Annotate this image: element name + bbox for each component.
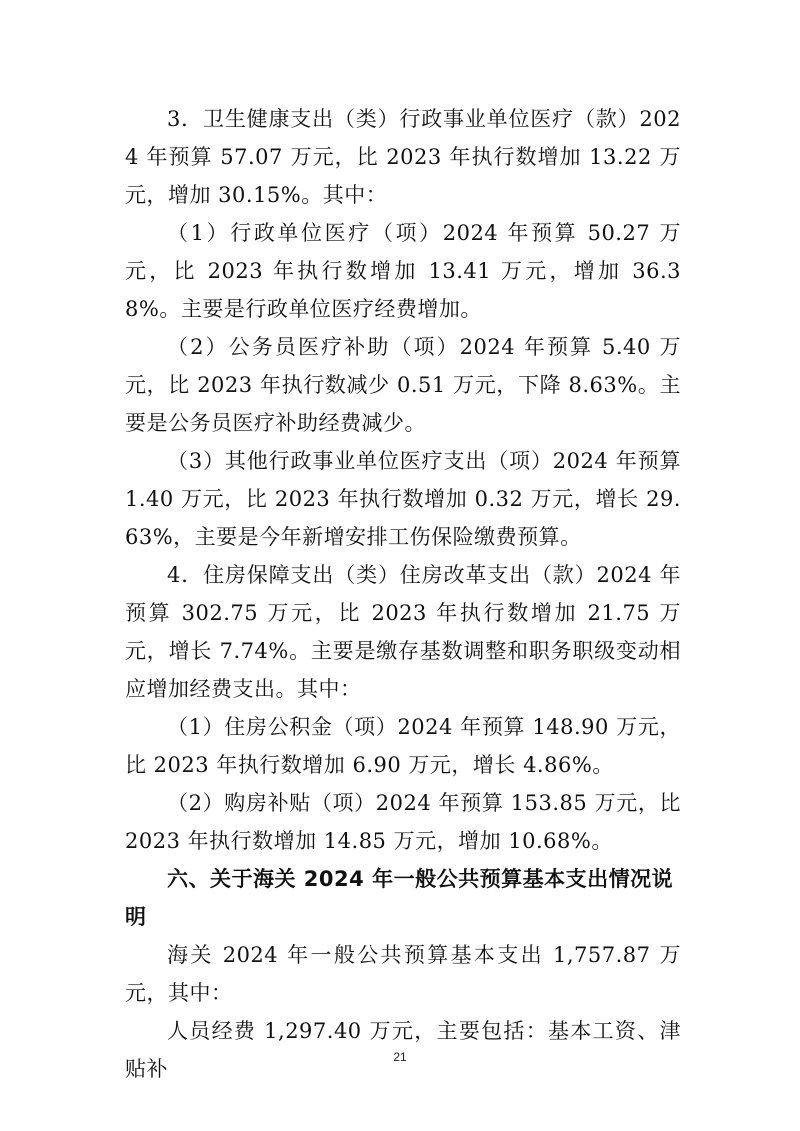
paragraph-housing-expenditure: 4．住房保障支出（类）住房改革支出（款）2024 年预算 302.75 万元，比 2023 年执行数增加 21.75 万元，增长 7.74%。主要是缴存基数调整和职务职级变动相应增加经费支出。其中： <box>125 563 681 701</box>
paragraph-other-medical: （3）其他行政事业单位医疗支出（项）2024 年预算 1.40 万元，比 2023 年执行数增加 0.32 万元，增长 29.63%，主要是今年新增安排工伤保险缴费预算。 <box>125 449 681 549</box>
section-heading-basic-expenditure: 六、关于海关 2024 年一般公共预算基本支出情况说明 <box>125 867 674 929</box>
paragraph-housing-subsidy: （2）购房补贴（项）2024 年预算 153.85 万元，比 2023 年执行数增加 14.85 万元，增加 10.68%。 <box>125 791 681 853</box>
paragraph-admin-medical: （1）行政单位医疗（项）2024 年预算 50.27 万元，比 2023 年执行数增加 13.41 万元，增加 36.38%。主要是行政单位医疗经费增加。 <box>125 221 681 321</box>
paragraph-personnel-costs: 人员经费 1,297.40 万元，主要包括：基本工资、津贴补 <box>125 1019 681 1081</box>
paragraph-health-expenditure: 3．卫生健康支出（类）行政事业单位医疗（款）2024 年预算 57.07 万元，比 2023 年执行数增加 13.22 万元，增加 30.15%。其中： <box>125 107 681 207</box>
paragraph-civil-servant-medical-subsidy: （2）公务员医疗补助（项）2024 年预算 5.40 万元，比 2023 年执行数减少 0.51 万元，下降 8.63%。主要是公务员医疗补助经费减少。 <box>125 335 681 435</box>
document-body <box>125 100 681 1088</box>
paragraph-housing-fund: （1）住房公积金（项）2024 年预算 148.90 万元，比 2023 年执行数增加 6.90 万元，增长 4.86%。 <box>125 715 681 777</box>
page-number: 21 <box>393 1050 407 1064</box>
paragraph-basic-expenditure-total: 海关 2024 年一般公共预算基本支出 1,757.87 万元，其中： <box>125 943 681 1005</box>
